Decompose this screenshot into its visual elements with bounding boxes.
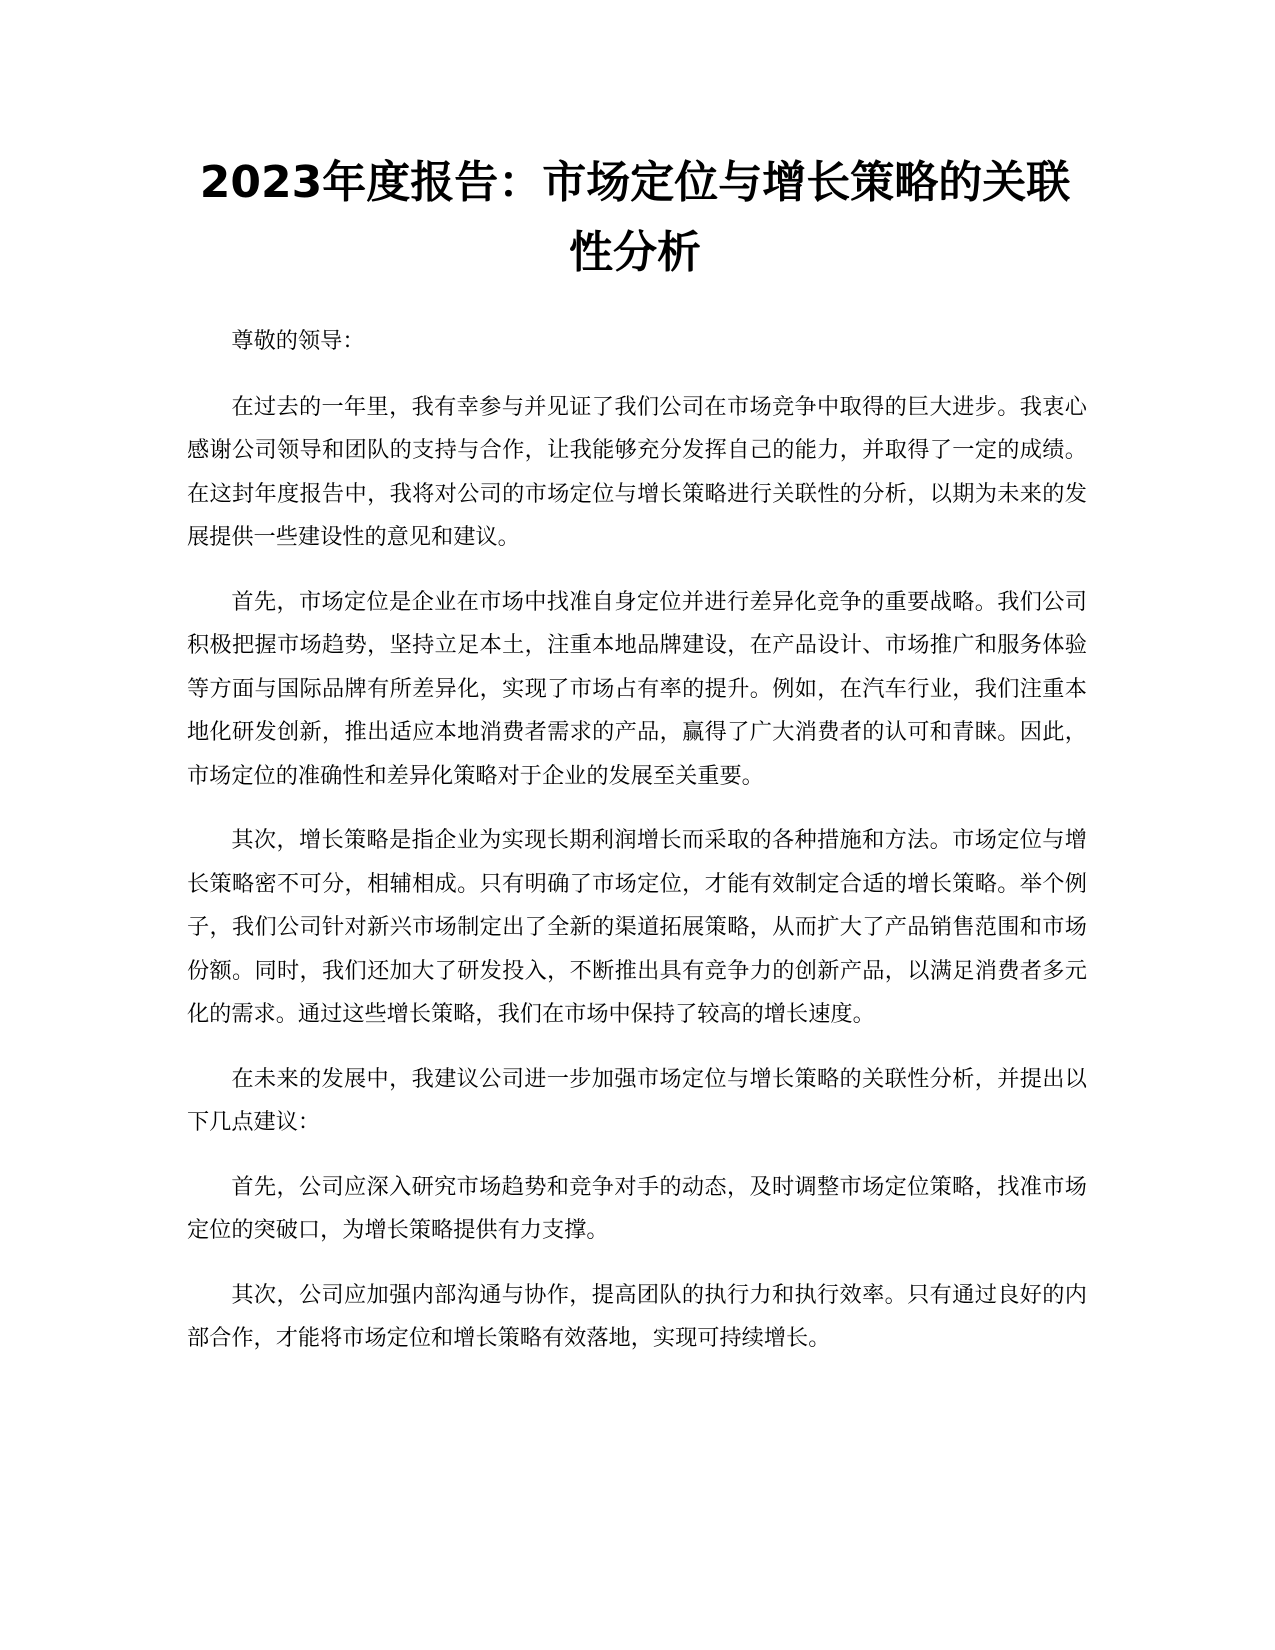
paragraph-suggestion-2: 其次，公司应加强内部沟通与协作，提高团队的执行力和执行效率。只有通过良好的内部合作，才能将市场定位和增长策略有效落地，实现可持续增长。 bbox=[187, 1281, 1087, 1351]
paragraph-suggestion-1: 首先，公司应深入研究市场趋势和竞争对手的动态，及时调整市场定位策略，找准市场定位的突破口，为增长策略提供有力支撑。 bbox=[187, 1173, 1087, 1243]
salutation: 尊敬的领导： bbox=[231, 328, 365, 354]
paragraph-suggestions-intro: 在未来的发展中，我建议公司进一步加强市场定位与增长策略的关联性分析，并提出以下几点建议： bbox=[187, 1065, 1087, 1135]
paragraph-growth-strategy: 其次，增长策略是指企业为实现长期利润增长而采取的各种措施和方法。市场定位与增长策略密不可分，相辅相成。只有明确了市场定位，才能有效制定合适的增长策略。举个例子，我们公司针对新兴市场制定出了全新的渠道拓展策略，从而扩大了产品销售范围和市场份额。同时，我们还加大了研发投入，不断推出具有竞争力的创新产品，以满足消费者多元化的需求。通过这些增长策略，我们在市场中保持了较高的增长速度。 bbox=[187, 827, 1087, 1027]
document-body bbox=[187, 320, 1087, 1382]
paragraph-intro: 在过去的一年里，我有幸参与并见证了我们公司在市场竞争中取得的巨大进步。我衷心感谢公司领导和团队的支持与合作，让我能够充分发挥自己的能力，并取得了一定的成绩。在这封年度报告中，我将对公司的市场定位与增长策略进行关联性的分析，以期为未来的发展提供一些建设性的意见和建议。 bbox=[187, 393, 1087, 550]
document-title: 2023年度报告：市场定位与增长策略的关联性分析 bbox=[199, 157, 1071, 278]
paragraph-market-positioning: 首先，市场定位是企业在市场中找准自身定位并进行差异化竞争的重要战略。我们公司积极把握市场趋势，坚持立足本土，注重本地品牌建设，在产品设计、市场推广和服务体验等方面与国际品牌有所差异化，实现了市场占有率的提升。例如，在汽车行业，我们注重本地化研发创新，推出适应本地消费者需求的产品，赢得了广大消费者的认可和青睐。因此，市场定位的准确性和差异化策略对于企业的发展至关重要。 bbox=[187, 588, 1087, 789]
